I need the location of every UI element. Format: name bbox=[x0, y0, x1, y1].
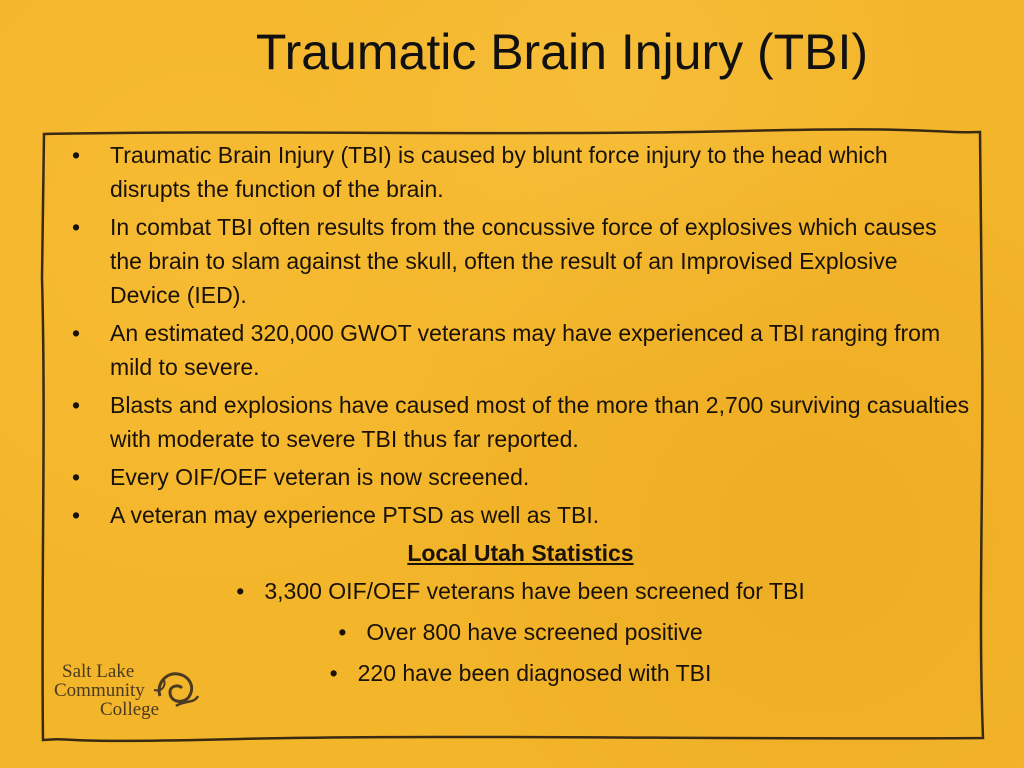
local-stat-item: • 220 have been diagnosed with TBI bbox=[329, 660, 712, 686]
list-item: • Blasts and explosions have caused most of the more than 2,700 surviving casualties with moderate to severe TBI thus far reported. bbox=[72, 392, 970, 452]
list-item: • An estimated 320,000 GWOT veterans may have experienced a TBI ranging from mild to severe. bbox=[72, 320, 941, 380]
logo-line-3: College bbox=[100, 699, 160, 720]
logo-swirl-icon bbox=[152, 666, 202, 710]
logo-line-2: Community bbox=[54, 680, 145, 701]
list-item: • Traumatic Brain Injury (TBI) is caused by blunt force injury to the head which disrupts the function of the brain. bbox=[72, 142, 888, 202]
slide-content bbox=[68, 138, 973, 697]
bullet-list bbox=[68, 138, 973, 532]
slide-title: Traumatic Brain Injury (TBI) bbox=[255, 24, 869, 80]
local-stat-item: • Over 800 have screened positive bbox=[338, 619, 703, 645]
local-stat-item: • 3,300 OIF/OEF veterans have been screened for TBI bbox=[236, 578, 805, 604]
local-stats-heading: Local Utah Statistics bbox=[407, 540, 634, 566]
logo-line-1: Salt Lake bbox=[62, 661, 135, 682]
college-logo bbox=[54, 660, 204, 720]
list-item: • In combat TBI often results from the concussive force of explosives which causes the brain to slam against the skull, often the result of an Improvised Explosive Device (IED). bbox=[72, 214, 937, 308]
list-item: • Every OIF/OEF veteran is now screened. bbox=[72, 464, 530, 490]
list-item: • A veteran may experience PTSD as well as TBI. bbox=[72, 502, 600, 528]
